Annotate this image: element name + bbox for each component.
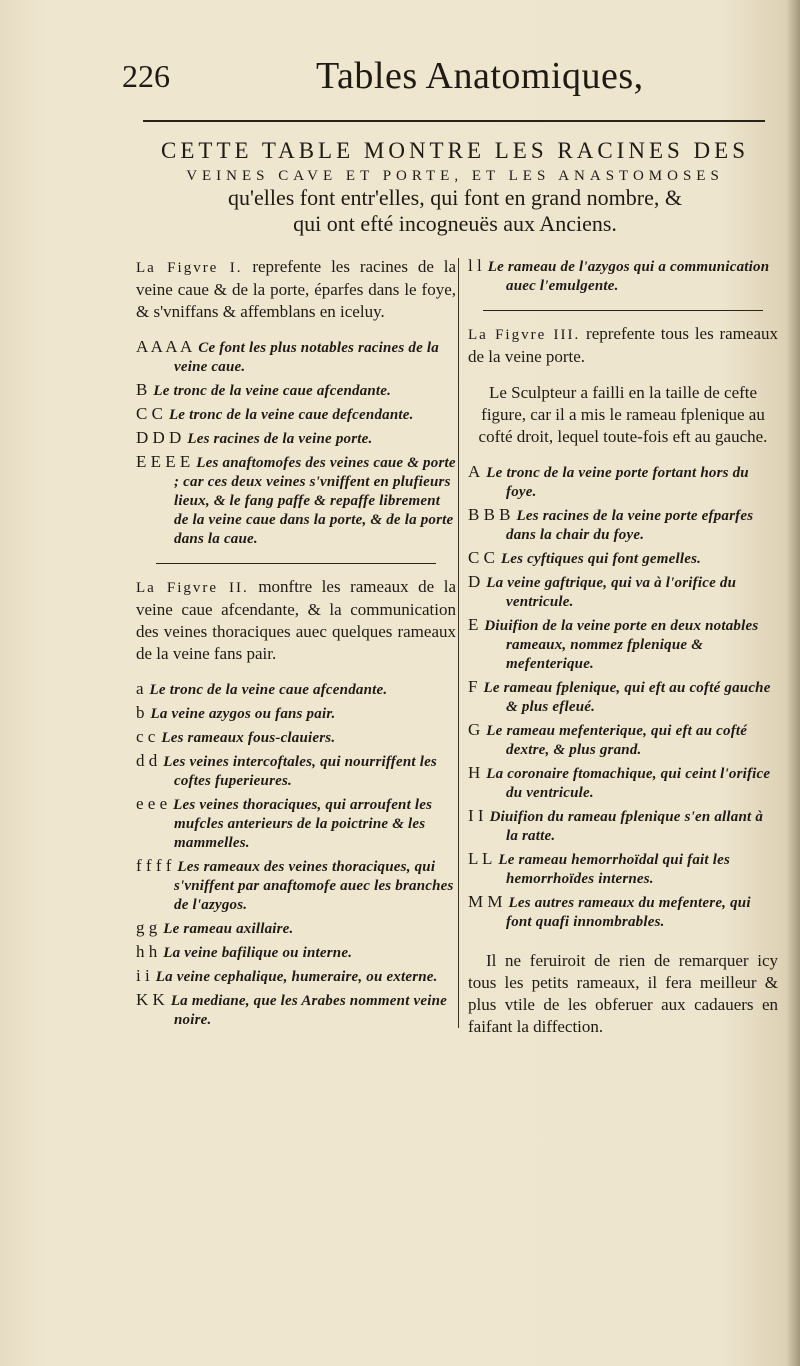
- legend-item: [136, 404, 456, 425]
- legend-item: [468, 849, 778, 889]
- legend-key: d d: [136, 751, 158, 770]
- legend-item: [468, 720, 778, 760]
- legend-desc: La veine bafilique ou interne.: [163, 945, 353, 961]
- legend-item: [468, 505, 778, 545]
- legend-item: [136, 452, 456, 549]
- figure-3-legend: [468, 462, 778, 932]
- legend-item: [468, 572, 778, 612]
- legend-item: [136, 679, 456, 700]
- figure-2-intro: [136, 576, 456, 665]
- legend-key: E E E E: [136, 452, 191, 471]
- figure-2-legend-continued: [468, 256, 778, 296]
- legend-key: i i: [136, 966, 150, 985]
- legend-desc: Le rameau mefenterique, qui eft au cofté dextre, & plus grand.: [486, 723, 748, 758]
- section-title: [110, 138, 800, 237]
- legend-key: D: [468, 572, 481, 591]
- legend-item: [136, 918, 456, 939]
- figure-3-intro: [468, 323, 778, 368]
- legend-item: [468, 806, 778, 846]
- legend-item: [468, 615, 778, 674]
- legend-desc: Le rameau fplenique, qui eft au cofté gauche & plus efleué.: [483, 680, 771, 715]
- legend-desc: Les racines de la veine porte.: [187, 431, 373, 447]
- right-column: [468, 256, 778, 1038]
- figure-2-label: La Figvre II.: [136, 580, 249, 596]
- legend-item: [468, 892, 778, 932]
- legend-key: D D D: [136, 428, 182, 447]
- legend-item: [136, 380, 456, 401]
- legend-desc: La coronaire ftomachique, qui ceint l'orifice du ventricule.: [486, 766, 771, 801]
- legend-key: I I: [468, 806, 484, 825]
- legend-item: [136, 856, 456, 915]
- legend-key: h h: [136, 942, 158, 961]
- legend-desc: Les veines thoraciques, qui arroufent les mufcles anterieurs de la poictrine & les mammelles.: [173, 797, 433, 851]
- legend-key: b: [136, 703, 145, 722]
- legend-item: [136, 727, 456, 748]
- legend-desc: Les veines intercoftales, qui nourriffent les coftes fuperieures.: [163, 754, 437, 789]
- legend-desc: Les cyftiques qui font gemelles.: [500, 551, 702, 567]
- legend-item: [136, 942, 456, 963]
- legend-item: [136, 428, 456, 449]
- legend-desc: Les rameaux des veines thoraciques, qui s'vniffent par anaftomofe auec les branches de l'azygos.: [174, 859, 454, 913]
- legend-key: H: [468, 763, 481, 782]
- legend-key: f f f f: [136, 856, 172, 875]
- legend-desc: La mediane, que les Arabes nomment veine noire.: [170, 993, 447, 1028]
- title-line-1: CETTE TABLE MONTRE LES RACINES DES: [161, 138, 749, 163]
- legend-key: C C: [468, 548, 495, 567]
- legend-desc: Les racines de la veine porte efparfes dans la chair du foye.: [506, 508, 754, 543]
- legend-desc: Le tronc de la veine caue defcendante.: [168, 407, 414, 423]
- legend-desc: Le rameau axillaire.: [163, 921, 294, 937]
- legend-desc: Les anaftomofes des veines caue & porte ; car ces deux veines s'vniffent en plufieurs lieux, & le fang paffe & repaffe librement de la veine caue dans la porte, & de la porte dans la caue.: [174, 455, 456, 547]
- legend-key: L L: [468, 849, 493, 868]
- legend-item: [136, 966, 456, 987]
- section-rule: [156, 563, 436, 564]
- legend-key: g g: [136, 918, 158, 937]
- title-line-2: VEINES CAVE ET PORTE, ET LES ANASTOMOSES: [186, 168, 724, 184]
- legend-desc: Le tronc de la veine caue afcendante.: [149, 682, 388, 698]
- legend-item: [136, 794, 456, 853]
- title-line-3: qu'elles font entr'elles, qui font en grand nombre, &: [228, 185, 682, 210]
- legend-item: [136, 990, 456, 1030]
- legend-key: K K: [136, 990, 165, 1009]
- legend-desc: Les autres rameaux du mefentere, qui font quafi innombrables.: [506, 895, 751, 930]
- legend-item: [136, 703, 456, 724]
- figure-3-text: reprefente tous les rameaux de la veine porte.: [468, 324, 778, 366]
- figure-2-text: monftre les rameaux de la veine caue afcendante, & la communication des veines thoraciques auec quelques rameaux de la veine fans pair.: [136, 577, 456, 663]
- legend-key: C C: [136, 404, 163, 423]
- legend-desc: Le rameau de l'azygos qui a communication auec l'emulgente.: [487, 259, 770, 294]
- legend-key: c c: [136, 727, 156, 746]
- section-rule: [483, 310, 763, 311]
- legend-item: [468, 677, 778, 717]
- header-rule: [143, 120, 765, 122]
- figure-1-text: reprefente les racines de la veine caue & de la porte, éparfes dans le foye, & s'vniffans & affemblans en iceluy.: [136, 257, 456, 321]
- legend-key: A: [468, 462, 481, 481]
- legend-desc: La veine gaftrique, qui va à l'orifice du ventricule.: [486, 575, 737, 610]
- page-header: [122, 55, 682, 108]
- legend-item: [468, 256, 778, 296]
- running-title: Tables Anatomiques,: [316, 55, 644, 97]
- legend-item: [468, 763, 778, 803]
- legend-desc: Diuifion du rameau fplenique s'en allant à la ratte.: [489, 809, 764, 844]
- legend-desc: Le rameau hemorrhoïdal qui fait les hemorrhoïdes internes.: [498, 852, 730, 887]
- figure-3-label: La Figvre III.: [468, 327, 581, 343]
- legend-key: B: [136, 380, 148, 399]
- legend-item: [136, 337, 456, 377]
- legend-desc: Diuifion de la veine porte en deux notables rameaux, nommez fplenique & mefenterique.: [484, 618, 759, 672]
- legend-desc: Le tronc de la veine caue afcendante.: [153, 383, 392, 399]
- figure-1-intro: [136, 256, 456, 323]
- legend-key: G: [468, 720, 481, 739]
- legend-key: A A A A: [136, 337, 193, 356]
- engraver-note: Le Sculpteur a failli en la taille de cefte figure, car il a mis le rameau fplenique au cofté droit, lequel toute-fois eft au gauche.: [478, 383, 768, 446]
- figure-2-legend: [136, 679, 456, 1030]
- legend-key: M M: [468, 892, 503, 911]
- legend-desc: La veine azygos ou fans pair.: [150, 706, 336, 722]
- closing-paragraph: Il ne feruiroit de rien de remarquer icy tous les petits rameaux, il fera meilleur & plus vtile de les obferuer aux cadauers en faifant la diffection.: [468, 951, 778, 1036]
- figure-1-label: La Figvre I.: [136, 260, 243, 276]
- legend-key: F: [468, 677, 478, 696]
- legend-desc: La veine cephalique, humeraire, ou externe.: [155, 969, 438, 985]
- column-divider: [458, 258, 459, 1028]
- title-line-4: qui ont efté incogneuës aux Anciens.: [293, 211, 617, 236]
- legend-key: E: [468, 615, 479, 634]
- legend-key: B B B: [468, 505, 511, 524]
- left-column: [136, 256, 456, 1033]
- legend-desc: Les rameaux fous-clauiers.: [161, 730, 336, 746]
- figure-1-legend: [136, 337, 456, 549]
- legend-item: [136, 751, 456, 791]
- page-number: 226: [122, 58, 170, 94]
- legend-desc: Le tronc de la veine porte fortant hors du foye.: [486, 465, 749, 500]
- legend-desc: Ce font les plus notables racines de la veine caue.: [174, 340, 439, 375]
- legend-key: a: [136, 679, 144, 698]
- legend-key: l l: [468, 256, 482, 275]
- legend-item: [468, 548, 778, 569]
- legend-item: [468, 462, 778, 502]
- legend-key: e e e: [136, 794, 168, 813]
